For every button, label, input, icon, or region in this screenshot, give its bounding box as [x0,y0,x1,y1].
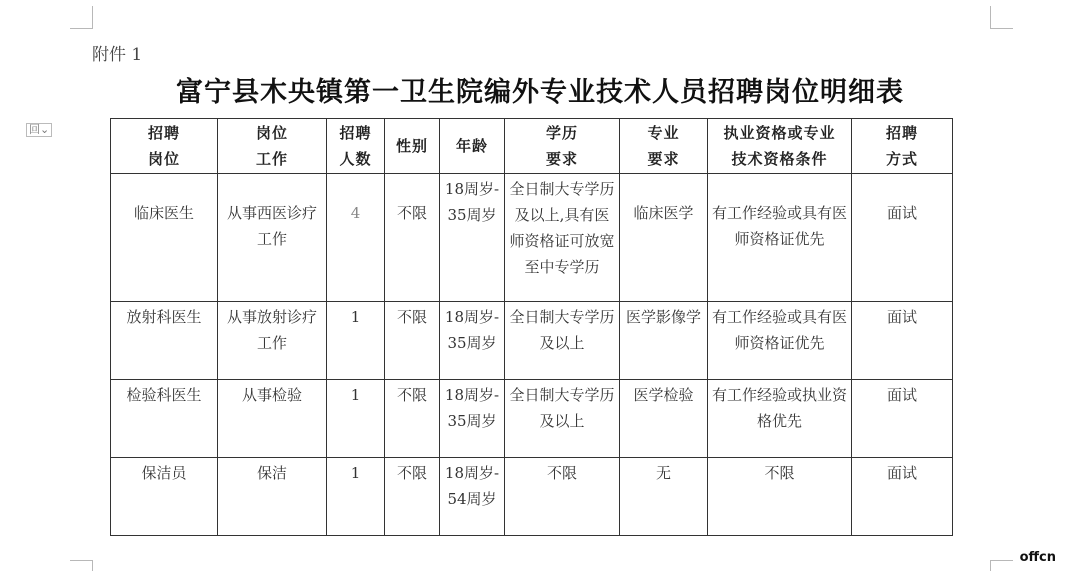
table-cell: 有工作经验或具有医师资格证优先 [708,302,852,380]
table-row [111,458,953,536]
table-cell: 保洁员 [111,458,218,536]
table-cell: 不限 [385,174,440,302]
table-cell: 有工作经验或执业资格优先 [708,380,852,458]
attachment-label: 附件 1 [92,45,143,65]
table-cell: 面试 [852,302,953,380]
header-cell: 招聘 岗位 [111,119,218,174]
header-cell: 学历 要求 [505,119,620,174]
table-cell: 不限 [385,302,440,380]
table-cell: 临床医学 [620,174,708,302]
table-row [111,380,953,458]
crop-mark-bottom-right [990,560,1013,571]
table-row [111,174,953,302]
table-cell: 全日制大专学历及以上,具有医师资格证可放宽至中专学历 [505,174,620,302]
table-cell: 医学检验 [620,380,708,458]
table-cell: 不限 [385,380,440,458]
table-cell: 面试 [852,458,953,536]
table-cell: 不限 [505,458,620,536]
table-row [111,302,953,380]
table-cell: 4 [327,174,385,302]
header-cell: 岗位 工作 [218,119,327,174]
table-cell: 18周岁-35周岁 [440,302,505,380]
table-cell: 有工作经验或具有医师资格证优先 [708,174,852,302]
crop-mark-bottom-left [70,560,93,571]
table-cell: 不限 [385,458,440,536]
table-cell: 保洁 [218,458,327,536]
table-cell: 18周岁-35周岁 [440,174,505,302]
header-cell: 执业资格或专业 技术资格条件 [708,119,852,174]
table-cell: 面试 [852,380,953,458]
header-cell: 性别 [385,119,440,174]
watermark-logo: offcn [1019,550,1056,565]
table-cell: 1 [327,380,385,458]
table-cell: 18周岁-35周岁 [440,380,505,458]
header-cell: 专业 要求 [620,119,708,174]
table-cell: 从事放射诊疗工作 [218,302,327,380]
table-cell: 从事检验 [218,380,327,458]
table-cell: 面试 [852,174,953,302]
crop-mark-top-left [70,6,93,29]
table-cell: 不限 [708,458,852,536]
header-cell: 年龄 [440,119,505,174]
header-cell: 招聘 方式 [852,119,953,174]
table-cell: 临床医生 [111,174,218,302]
table-handle-icon[interactable]: 回⌄ [26,123,52,137]
recruitment-table [110,118,953,536]
table-cell: 全日制大专学历及以上 [505,302,620,380]
table-cell: 从事西医诊疗工作 [218,174,327,302]
crop-mark-top-right [990,6,1013,29]
header-cell: 招聘 人数 [327,119,385,174]
table-cell: 检验科医生 [111,380,218,458]
table-cell: 18周岁-54周岁 [440,458,505,536]
table-cell: 医学影像学 [620,302,708,380]
table-cell: 全日制大专学历及以上 [505,380,620,458]
table-cell: 1 [327,458,385,536]
document-title: 富宁县木央镇第一卫生院编外专业技术人员招聘岗位明细表 [176,77,904,108]
table-cell: 无 [620,458,708,536]
table-header-row [111,119,953,174]
table-cell: 1 [327,302,385,380]
table-cell: 放射科医生 [111,302,218,380]
